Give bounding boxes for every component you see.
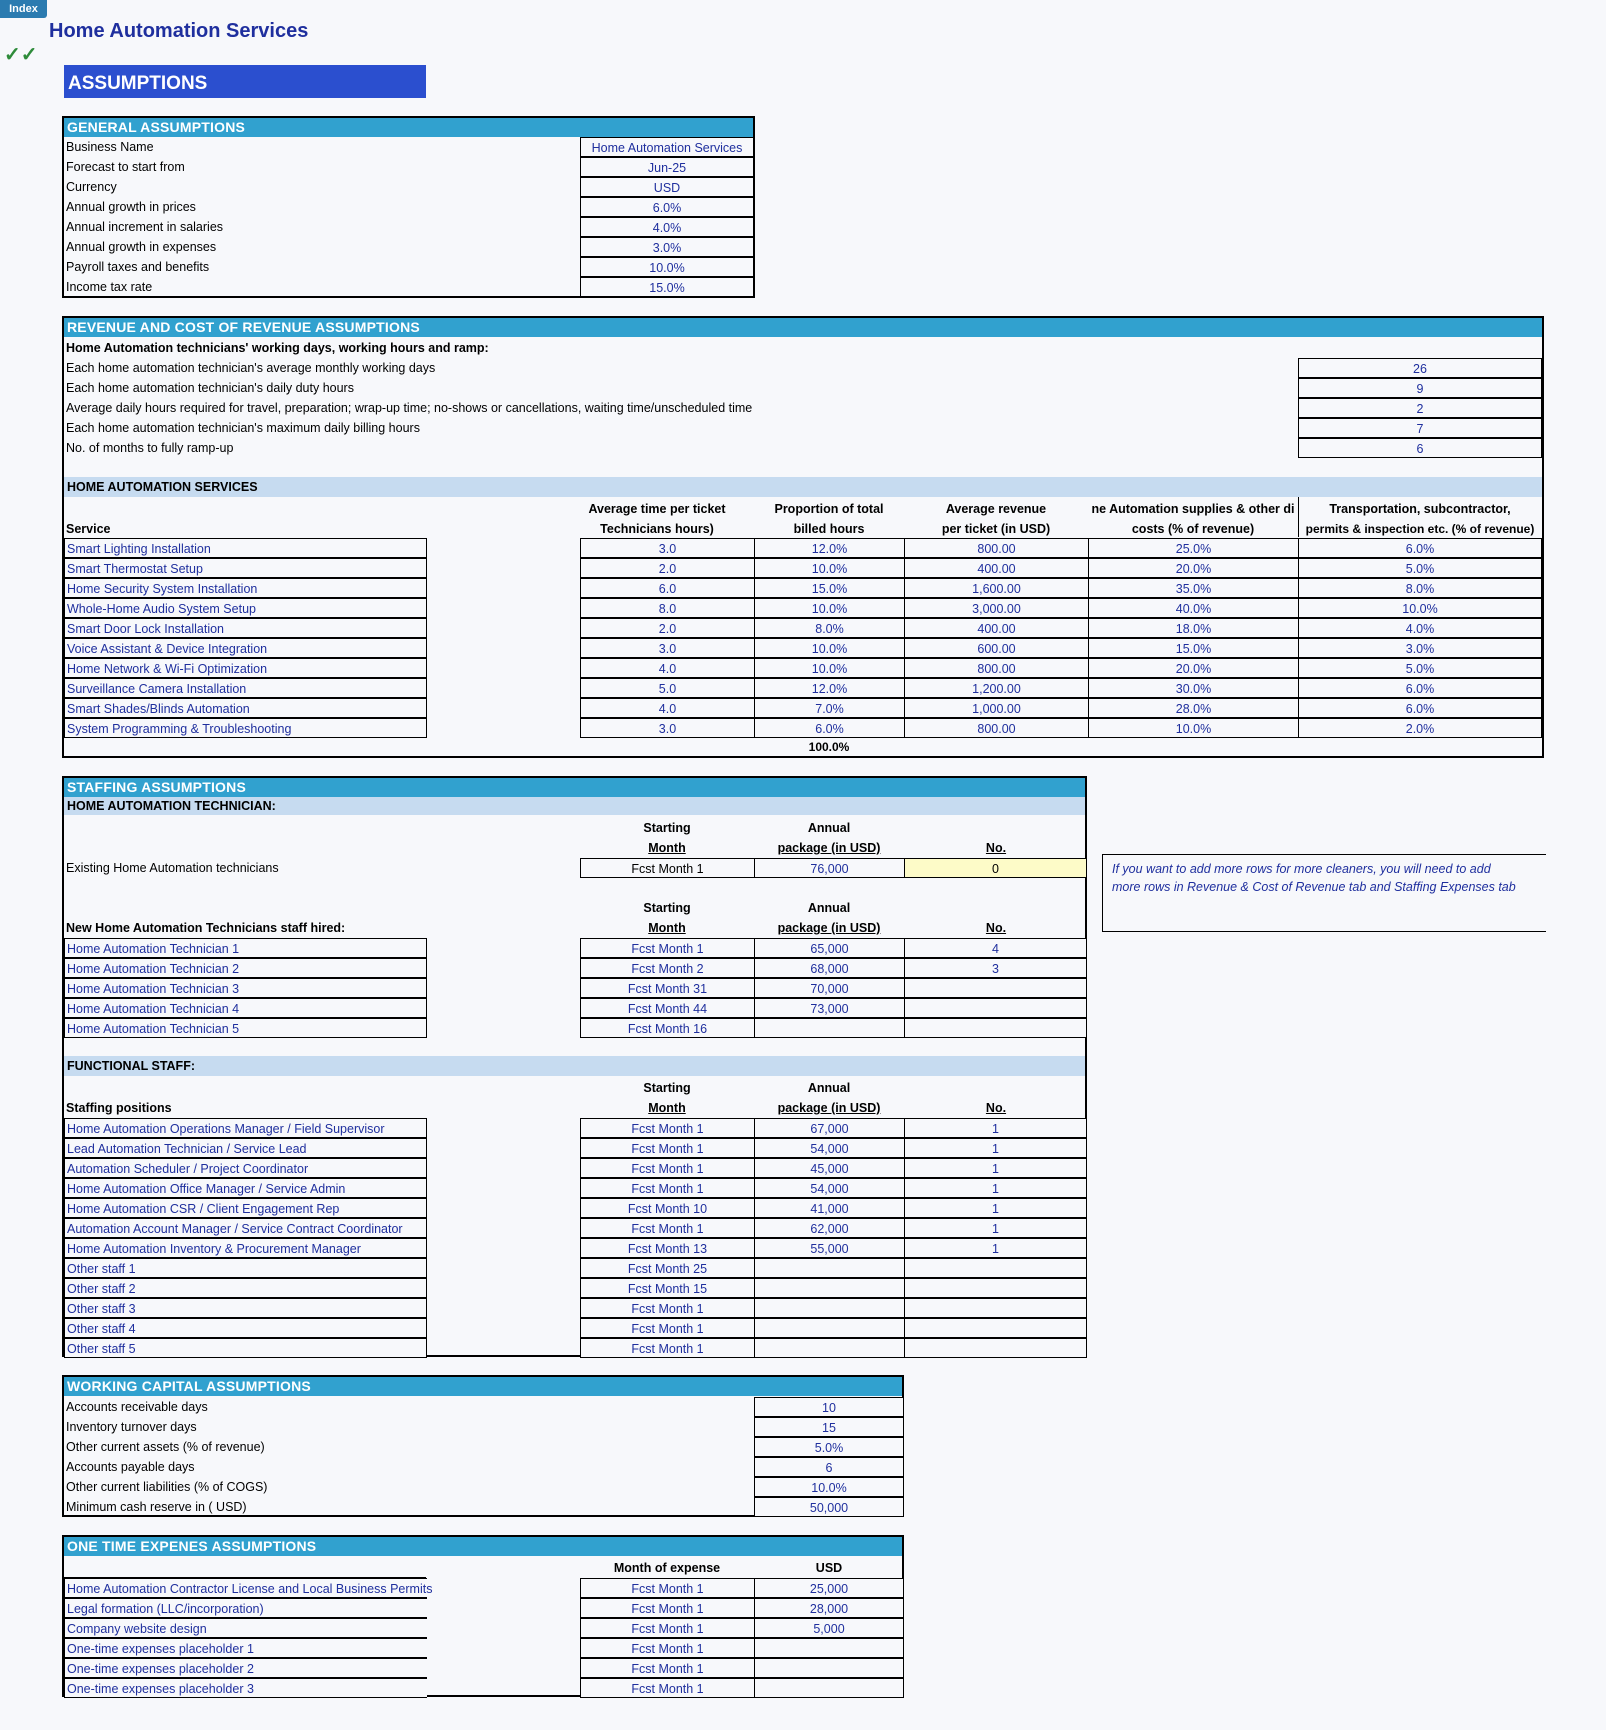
service-time[interactable]: 2.0 <box>580 558 755 578</box>
new-technician-package[interactable] <box>754 1018 905 1038</box>
col-service: Service <box>66 522 111 536</box>
prop-total: 100.0% <box>808 740 850 754</box>
general-row-label: Annual increment in salaries <box>66 220 224 234</box>
staff-position-name[interactable]: Automation Account Manager / Service Contract Coordinator <box>64 1218 427 1238</box>
service-proportion[interactable]: 8.0% <box>754 618 905 638</box>
existing-col-start-2: Month <box>648 841 686 855</box>
technician-row-value[interactable]: 2 <box>1298 398 1542 418</box>
staff-position-month[interactable]: Fcst Month 1 <box>580 1318 755 1338</box>
staff-position-count[interactable]: 1 <box>904 1218 1087 1238</box>
service-name[interactable]: Voice Assistant & Device Integration <box>64 638 427 658</box>
staff-position-count[interactable]: 1 <box>904 1238 1087 1258</box>
technician-row-label: Average daily hours required for travel, preparation; wrap-up time; no-shows or cancellations, waiting time/unscheduled time <box>66 401 753 415</box>
staff-position-package[interactable]: 45,000 <box>754 1158 905 1178</box>
service-name[interactable]: Home Security System Installation <box>64 578 427 598</box>
service-time[interactable]: 8.0 <box>580 598 755 618</box>
service-revenue[interactable]: 1,600.00 <box>904 578 1089 598</box>
revenue-assumptions-header: REVENUE AND COST OF REVENUE ASSUMPTIONS <box>64 318 1542 337</box>
new-technician-package[interactable]: 73,000 <box>754 998 905 1018</box>
new-col-pkg-1: Annual <box>807 901 851 915</box>
service-name[interactable]: Surveillance Camera Installation <box>64 678 427 698</box>
working-capital-value[interactable]: 10.0% <box>754 1477 904 1497</box>
staff-position-month[interactable]: Fcst Month 1 <box>580 1118 755 1138</box>
staff-position-name[interactable]: Home Automation Operations Manager / Field Supervisor <box>64 1118 427 1138</box>
one-time-header: ONE TIME EXPENES ASSUMPTIONS <box>64 1537 902 1556</box>
general-row-value[interactable]: Home Automation Services <box>580 137 754 157</box>
staff-position-month[interactable]: Fcst Month 1 <box>580 1338 755 1358</box>
service-time[interactable]: 2.0 <box>580 618 755 638</box>
service-time[interactable]: 3.0 <box>580 638 755 658</box>
working-capital-label: Other current liabilities (% of COGS) <box>66 1480 268 1494</box>
staff-position-count[interactable] <box>904 1278 1087 1298</box>
service-supplies[interactable]: 40.0% <box>1088 598 1299 618</box>
new-technician-package[interactable]: 70,000 <box>754 978 905 998</box>
technician-row-value[interactable]: 7 <box>1298 418 1542 438</box>
staff-position-count[interactable]: 1 <box>904 1118 1087 1138</box>
one-time-col-usd: USD <box>815 1561 843 1575</box>
technician-row-label: Each home automation technician's maximum daily billing hours <box>66 421 420 435</box>
one-time-expense-month[interactable]: Fcst Month 1 <box>580 1678 755 1698</box>
staff-position-package[interactable] <box>754 1318 905 1338</box>
general-row-value[interactable]: 4.0% <box>580 217 754 237</box>
service-revenue[interactable]: 600.00 <box>904 638 1089 658</box>
one-time-expense-name[interactable]: Legal formation (LLC/incorporation) <box>64 1598 427 1618</box>
staff-position-name[interactable]: Home Automation Office Manager / Service Admin <box>64 1178 427 1198</box>
func-col-pkg-1: Annual <box>807 1081 851 1095</box>
service-transport[interactable]: 2.0% <box>1298 718 1542 738</box>
staff-position-count[interactable]: 1 <box>904 1138 1087 1158</box>
one-time-expense-month[interactable]: Fcst Month 1 <box>580 1638 755 1658</box>
staff-position-package[interactable]: 62,000 <box>754 1218 905 1238</box>
new-technician-count[interactable] <box>904 978 1087 998</box>
new-technician-name[interactable]: Home Automation Technician 2 <box>64 958 427 978</box>
staff-position-package[interactable]: 54,000 <box>754 1178 905 1198</box>
col-supp-1: ne Automation supplies & other di <box>1091 502 1295 516</box>
service-time[interactable]: 4.0 <box>580 658 755 678</box>
existing-count-cell[interactable]: 0 <box>904 858 1087 878</box>
existing-month-cell[interactable]: Fcst Month 1 <box>580 858 755 878</box>
service-transport[interactable]: 5.0% <box>1298 558 1542 578</box>
service-transport[interactable]: 6.0% <box>1298 538 1542 558</box>
service-supplies[interactable]: 20.0% <box>1088 658 1299 678</box>
staff-position-count[interactable] <box>904 1258 1087 1278</box>
staff-position-name[interactable]: Home Automation Inventory & Procurement Manager <box>64 1238 427 1258</box>
new-technician-month[interactable]: Fcst Month 2 <box>580 958 755 978</box>
staff-position-package[interactable]: 54,000 <box>754 1138 905 1158</box>
service-revenue[interactable]: 1,200.00 <box>904 678 1089 698</box>
one-time-expense-month[interactable]: Fcst Month 1 <box>580 1598 755 1618</box>
working-capital-label: Accounts receivable days <box>66 1400 208 1414</box>
service-supplies[interactable]: 10.0% <box>1088 718 1299 738</box>
service-name[interactable]: Smart Shades/Blinds Automation <box>64 698 427 718</box>
service-transport[interactable]: 6.0% <box>1298 698 1542 718</box>
assumptions-banner: ASSUMPTIONS <box>64 65 426 98</box>
one-time-expense-name[interactable]: Home Automation Contractor License and Local Business Permits <box>64 1578 427 1598</box>
staff-position-month[interactable]: Fcst Month 15 <box>580 1278 755 1298</box>
col-time-2: Technicians hours) <box>600 522 714 536</box>
service-revenue[interactable]: 800.00 <box>904 718 1089 738</box>
working-capital-label: Accounts payable days <box>66 1460 195 1474</box>
new-col-start-2: Month <box>648 921 686 935</box>
col-prop-2: billed hours <box>793 522 865 536</box>
staff-position-name[interactable]: Lead Automation Technician / Service Lead <box>64 1138 427 1158</box>
one-time-expense-name[interactable]: One-time expenses placeholder 3 <box>64 1678 427 1698</box>
staff-position-package[interactable] <box>754 1298 905 1318</box>
func-col-no: No. <box>985 1101 1007 1115</box>
service-supplies[interactable]: 25.0% <box>1088 538 1299 558</box>
service-revenue[interactable]: 1,000.00 <box>904 698 1089 718</box>
staff-position-name[interactable]: Other staff 3 <box>64 1298 427 1318</box>
working-capital-value[interactable]: 10 <box>754 1397 904 1417</box>
new-technician-month[interactable]: Fcst Month 44 <box>580 998 755 1018</box>
new-technician-count[interactable] <box>904 1018 1087 1038</box>
col-time-1: Average time per ticket <box>588 502 726 516</box>
column-divider <box>1298 497 1299 537</box>
service-proportion[interactable]: 15.0% <box>754 578 905 598</box>
new-technicians-label: New Home Automation Technicians staff hired: <box>66 921 346 935</box>
service-revenue[interactable]: 400.00 <box>904 618 1089 638</box>
index-tab[interactable]: Index <box>0 0 47 18</box>
service-proportion[interactable]: 10.0% <box>754 558 905 578</box>
one-time-expense-usd[interactable]: 25,000 <box>754 1578 904 1598</box>
working-capital-header: WORKING CAPITAL ASSUMPTIONS <box>64 1377 902 1396</box>
service-revenue[interactable]: 400.00 <box>904 558 1089 578</box>
one-time-expense-usd[interactable] <box>754 1678 904 1698</box>
staff-position-count[interactable]: 1 <box>904 1178 1087 1198</box>
staff-position-month[interactable]: Fcst Month 13 <box>580 1238 755 1258</box>
one-time-expense-usd[interactable] <box>754 1658 904 1678</box>
staff-position-name[interactable]: Other staff 4 <box>64 1318 427 1338</box>
service-supplies[interactable]: 30.0% <box>1088 678 1299 698</box>
service-name[interactable]: Smart Door Lock Installation <box>64 618 427 638</box>
new-technician-name[interactable]: Home Automation Technician 1 <box>64 938 427 958</box>
col-trans-1: Transportation, subcontractor, <box>1329 502 1511 516</box>
working-capital-value[interactable]: 5.0% <box>754 1437 904 1457</box>
service-supplies[interactable]: 15.0% <box>1088 638 1299 658</box>
existing-col-no: No. <box>985 841 1007 855</box>
staff-position-name[interactable]: Other staff 2 <box>64 1278 427 1298</box>
general-row-label: Business Name <box>66 140 154 154</box>
one-time-expense-month[interactable]: Fcst Month 1 <box>580 1578 755 1598</box>
new-technician-count[interactable]: 3 <box>904 958 1087 978</box>
staff-position-month[interactable]: Fcst Month 1 <box>580 1218 755 1238</box>
service-proportion[interactable]: 10.0% <box>754 658 905 678</box>
technicians-title: Home Automation technicians' working days, working hours and ramp: <box>66 341 489 355</box>
existing-package-cell[interactable]: 76,000 <box>754 858 905 878</box>
note-line-1: If you want to add more rows for more cleaners, you will need to add <box>1112 862 1491 876</box>
service-transport[interactable]: 6.0% <box>1298 678 1542 698</box>
one-time-expense-month[interactable]: Fcst Month 1 <box>580 1618 755 1638</box>
staff-position-package[interactable]: 41,000 <box>754 1198 905 1218</box>
working-capital-label: Minimum cash reserve in ( USD) <box>66 1500 247 1514</box>
staff-position-count[interactable] <box>904 1318 1087 1338</box>
staff-position-name[interactable]: Home Automation CSR / Client Engagement Rep <box>64 1198 427 1218</box>
col-trans-2: permits & inspection etc. (% of revenue) <box>1305 522 1535 536</box>
functional-subheader: FUNCTIONAL STAFF: <box>64 1056 1085 1076</box>
staff-position-month[interactable]: Fcst Month 1 <box>580 1178 755 1198</box>
working-capital-label: Other current assets (% of revenue) <box>66 1440 265 1454</box>
staff-position-name[interactable]: Automation Scheduler / Project Coordinator <box>64 1158 427 1178</box>
existing-technicians-label: Existing Home Automation technicians <box>66 861 279 875</box>
technician-row-label: Each home automation technician's daily duty hours <box>66 381 354 395</box>
service-supplies[interactable]: 20.0% <box>1088 558 1299 578</box>
new-technician-package[interactable]: 65,000 <box>754 938 905 958</box>
general-row-label: Annual growth in prices <box>66 200 196 214</box>
service-proportion[interactable]: 6.0% <box>754 718 905 738</box>
one-time-expense-usd[interactable]: 28,000 <box>754 1598 904 1618</box>
service-transport[interactable]: 5.0% <box>1298 658 1542 678</box>
new-technician-name[interactable]: Home Automation Technician 4 <box>64 998 427 1018</box>
func-col-start-1: Starting <box>643 1081 691 1095</box>
note-line-2: more rows in Revenue & Cost of Revenue tab and Staffing Expenses tab <box>1112 880 1516 894</box>
service-proportion[interactable]: 10.0% <box>754 598 905 618</box>
working-capital-label: Inventory turnover days <box>66 1420 197 1434</box>
technician-row-label: No. of months to fully ramp-up <box>66 441 234 455</box>
service-transport[interactable]: 8.0% <box>1298 578 1542 598</box>
new-col-start-1: Starting <box>643 901 691 915</box>
staff-position-package[interactable]: 55,000 <box>754 1238 905 1258</box>
service-transport[interactable]: 10.0% <box>1298 598 1542 618</box>
existing-col-pkg-1: Annual <box>807 821 851 835</box>
service-revenue[interactable]: 800.00 <box>904 538 1089 558</box>
service-proportion[interactable]: 10.0% <box>754 638 905 658</box>
service-proportion[interactable]: 7.0% <box>754 698 905 718</box>
new-col-pkg-2: package (in USD) <box>777 921 881 935</box>
technician-subheader: HOME AUTOMATION TECHNICIAN: <box>64 797 1085 815</box>
general-row-label: Income tax rate <box>66 280 153 294</box>
existing-col-start-1: Starting <box>643 821 691 835</box>
one-time-col-month: Month of expense <box>613 1561 721 1575</box>
page-title: Home Automation Services <box>49 20 309 42</box>
service-name[interactable]: Smart Thermostat Setup <box>64 558 427 578</box>
service-supplies[interactable]: 18.0% <box>1088 618 1299 638</box>
service-time[interactable]: 3.0 <box>580 538 755 558</box>
service-transport[interactable]: 3.0% <box>1298 638 1542 658</box>
staff-position-month[interactable]: Fcst Month 1 <box>580 1158 755 1178</box>
technician-row-label: Each home automation technician's average monthly working days <box>66 361 436 375</box>
service-time[interactable]: 3.0 <box>580 718 755 738</box>
one-time-expense-name[interactable]: One-time expenses placeholder 2 <box>64 1658 427 1678</box>
service-transport[interactable]: 4.0% <box>1298 618 1542 638</box>
func-col-pkg-2: package (in USD) <box>777 1101 881 1115</box>
staff-position-month[interactable]: Fcst Month 1 <box>580 1138 755 1158</box>
one-time-expense-name[interactable]: One-time expenses placeholder 1 <box>64 1638 427 1658</box>
technician-row-value[interactable]: 6 <box>1298 438 1542 458</box>
staff-position-package[interactable] <box>754 1338 905 1358</box>
service-proportion[interactable]: 12.0% <box>754 678 905 698</box>
service-time[interactable]: 4.0 <box>580 698 755 718</box>
staff-position-month[interactable]: Fcst Month 1 <box>580 1298 755 1318</box>
staff-position-name[interactable]: Other staff 1 <box>64 1258 427 1278</box>
service-revenue[interactable]: 800.00 <box>904 658 1089 678</box>
one-time-expense-name[interactable]: Company website design <box>64 1618 427 1638</box>
working-capital-value[interactable]: 15 <box>754 1417 904 1437</box>
one-time-expense-usd[interactable] <box>754 1638 904 1658</box>
service-supplies[interactable]: 28.0% <box>1088 698 1299 718</box>
technician-row-value[interactable]: 26 <box>1298 358 1542 378</box>
new-technician-count[interactable]: 4 <box>904 938 1087 958</box>
general-assumptions-header: GENERAL ASSUMPTIONS <box>64 118 753 137</box>
staff-position-count[interactable] <box>904 1298 1087 1318</box>
service-revenue[interactable]: 3,000.00 <box>904 598 1089 618</box>
existing-col-pkg-2: package (in USD) <box>777 841 881 855</box>
new-technician-month[interactable]: Fcst Month 1 <box>580 938 755 958</box>
general-row-value[interactable]: 10.0% <box>580 257 754 277</box>
col-supp-2: costs (% of revenue) <box>1131 522 1255 536</box>
staff-position-month[interactable]: Fcst Month 10 <box>580 1198 755 1218</box>
func-col-start-2: Month <box>648 1101 686 1115</box>
service-proportion[interactable]: 12.0% <box>754 538 905 558</box>
new-technician-month[interactable]: Fcst Month 31 <box>580 978 755 998</box>
service-supplies[interactable]: 35.0% <box>1088 578 1299 598</box>
col-prop-1: Proportion of total <box>774 502 884 516</box>
service-time[interactable]: 5.0 <box>580 678 755 698</box>
new-technician-month[interactable]: Fcst Month 16 <box>580 1018 755 1038</box>
general-row-value[interactable]: Jun-25 <box>580 157 754 177</box>
general-row-label: Currency <box>66 180 117 194</box>
checkmark-icon: ✓✓ <box>4 44 38 66</box>
col-rev-1: Average revenue <box>945 502 1047 516</box>
staff-position-package[interactable] <box>754 1278 905 1298</box>
general-row-value[interactable]: 3.0% <box>580 237 754 257</box>
staffing-positions-label: Staffing positions <box>66 1101 172 1115</box>
one-time-expense-usd[interactable]: 5,000 <box>754 1618 904 1638</box>
services-subheader: HOME AUTOMATION SERVICES <box>64 477 1542 497</box>
general-row-label: Forecast to start from <box>66 160 185 174</box>
staff-position-count[interactable]: 1 <box>904 1158 1087 1178</box>
general-row-value[interactable]: 6.0% <box>580 197 754 217</box>
staff-position-month[interactable]: Fcst Month 25 <box>580 1258 755 1278</box>
general-row-label: Payroll taxes and benefits <box>66 260 210 274</box>
new-col-no: No. <box>985 921 1007 935</box>
service-name[interactable]: Home Network & Wi-Fi Optimization <box>64 658 427 678</box>
staff-position-name[interactable]: Other staff 5 <box>64 1338 427 1358</box>
service-name[interactable]: System Programming & Troubleshooting <box>64 718 427 738</box>
technician-row-value[interactable]: 9 <box>1298 378 1542 398</box>
staff-position-count[interactable] <box>904 1338 1087 1358</box>
staff-position-package[interactable]: 67,000 <box>754 1118 905 1138</box>
staff-position-package[interactable] <box>754 1258 905 1278</box>
service-time[interactable]: 6.0 <box>580 578 755 598</box>
one-time-expense-month[interactable]: Fcst Month 1 <box>580 1658 755 1678</box>
new-technician-name[interactable]: Home Automation Technician 3 <box>64 978 427 998</box>
staffing-assumptions-header: STAFFING ASSUMPTIONS <box>64 778 1085 797</box>
col-rev-2: per ticket (in USD) <box>941 522 1051 536</box>
staff-position-count[interactable]: 1 <box>904 1198 1087 1218</box>
working-capital-value[interactable]: 6 <box>754 1457 904 1477</box>
new-technician-name[interactable]: Home Automation Technician 5 <box>64 1018 427 1038</box>
new-technician-count[interactable] <box>904 998 1087 1018</box>
new-technician-package[interactable]: 68,000 <box>754 958 905 978</box>
general-row-value[interactable]: USD <box>580 177 754 197</box>
service-name[interactable]: Smart Lighting Installation <box>64 538 427 558</box>
general-row-value[interactable]: 15.0% <box>580 277 754 297</box>
service-name[interactable]: Whole-Home Audio System Setup <box>64 598 427 618</box>
general-row-label: Annual growth in expenses <box>66 240 217 254</box>
working-capital-value[interactable]: 50,000 <box>754 1497 904 1517</box>
